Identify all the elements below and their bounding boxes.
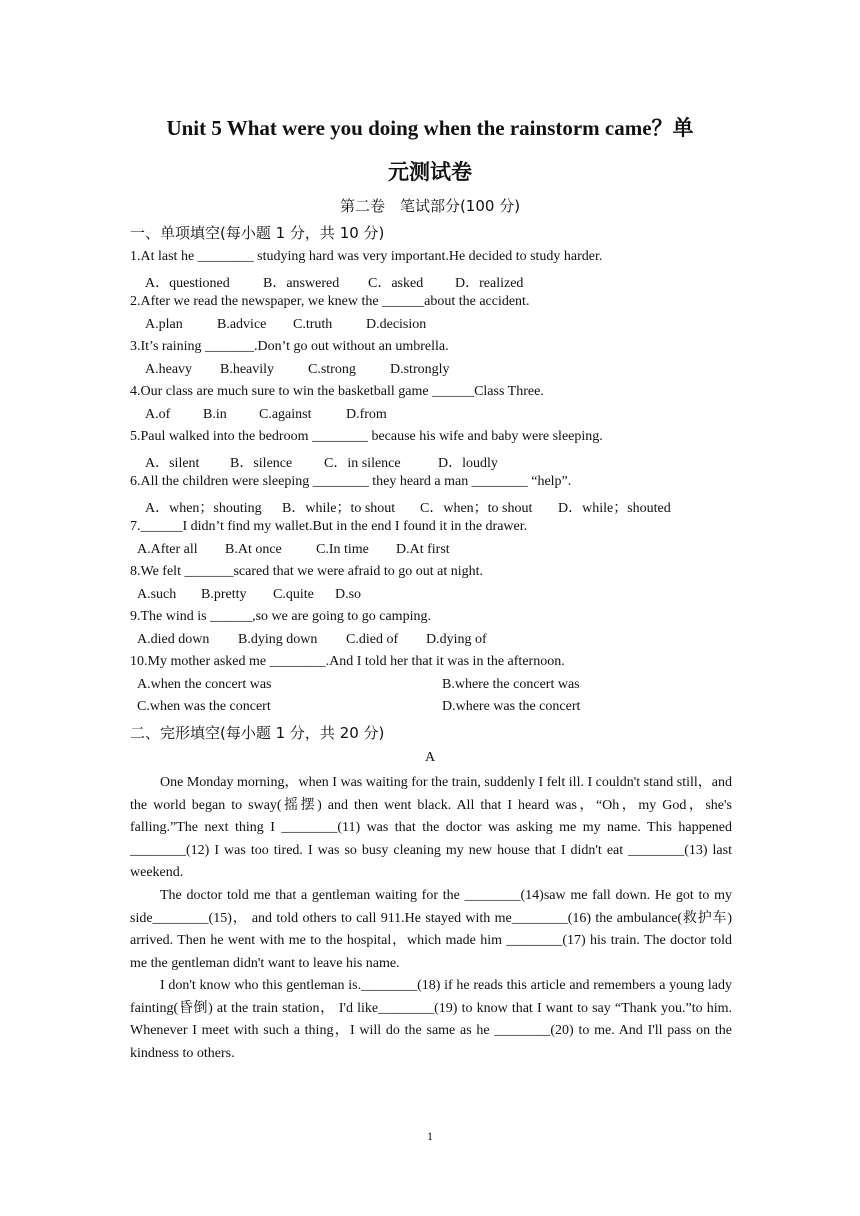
option-b: B.advice — [217, 317, 267, 332]
question-1-options — [145, 272, 523, 292]
question-10-option-d: D.where was the concert — [442, 699, 581, 714]
option-c: C.strong — [308, 362, 356, 377]
section-2-heading: 二、完形填空(每小题 1 分，共 20 分) — [130, 724, 385, 742]
option-c: C.truth — [293, 317, 333, 332]
question-4-options — [145, 407, 387, 423]
option-b: B.in — [203, 407, 227, 422]
page-title-line-2: 元测试卷 — [388, 160, 472, 184]
option-c: C.died of — [346, 632, 399, 647]
question-8-options — [137, 587, 361, 603]
question-6-options — [145, 497, 671, 517]
question-10-option-c: C.when was the concert — [137, 699, 271, 714]
cloze-paragraph-1: One Monday morning，when I was waiting for the train, suddenly I felt ill. I couldn't stand still，and the world began to sway(摇摆) and then went black. All that I heard was，“Oh，my God，she's falling.”The next thing I ________(11) was that the doctor was asking me my name. This happened ________(12) I was too tired. I was so busy cleaning my new house that I didn't eat ________(13) last weekend. — [130, 775, 732, 880]
question-4: 4.Our class are much sure to win the basketball game ______Class Three. — [130, 384, 544, 399]
page-subtitle: 第二卷 笔试部分(100 分) — [339, 197, 521, 215]
question-2: 2.After we read the newspaper, we knew the ______about the accident. — [130, 294, 530, 309]
option-c: C.In time — [316, 542, 369, 557]
option-b: B.heavily — [220, 362, 275, 377]
option-d: D.decision — [366, 317, 427, 332]
page-title-line-1: Unit 5 What were you doing when the rainstorm came？单 — [166, 116, 694, 140]
option-a: A．when；shouting — [145, 501, 262, 516]
option-c: C．in silence — [324, 456, 401, 471]
option-a: A．questioned — [145, 276, 230, 291]
question-8: 8.We felt _______scared that we were afraid to go out at night. — [130, 564, 484, 579]
option-d: D.from — [346, 407, 387, 422]
question-10-option-a: A.when the concert was — [137, 677, 272, 692]
question-10-option-b: B.where the concert was — [442, 677, 580, 692]
option-a: A.After all — [137, 542, 198, 557]
question-3: 3.It’s raining _______.Don’t go out without an umbrella. — [130, 339, 449, 354]
question-9: 9.The wind is ______,so we are going to go camping. — [130, 609, 431, 624]
page-number: 1 — [427, 1129, 433, 1143]
option-d: D.At first — [396, 542, 450, 557]
question-9-options — [137, 632, 487, 648]
option-b: B.dying down — [238, 632, 318, 647]
option-a: A.such — [137, 587, 177, 602]
question-7: 7.______I didn’t find my wallet.But in the end I found it in the drawer. — [130, 519, 528, 534]
option-c: C．asked — [368, 276, 424, 291]
option-d: D．loudly — [438, 456, 498, 471]
question-2-options — [145, 317, 426, 333]
question-7-options — [137, 542, 450, 558]
question-1: 1.At last he ________ studying hard was very important.He decided to study harder. — [130, 249, 603, 264]
section-1-heading: 一、单项填空(每小题 1 分，共 10 分) — [130, 224, 385, 242]
option-b: B.At once — [225, 542, 282, 557]
option-d: D．while；shouted — [558, 501, 671, 516]
cloze-paragraph-3: I don't know who this gentleman is.________(18) if he reads this article and remembers a young lady fainting(昏倒) at the train station， I'd like________(19) to know that I want to say “Thank you.”to him. Whenever I meet with such a thing，I will do the same as he ________(20) to me. And I'll pass on the kindness to others. — [130, 978, 732, 1061]
passage-label: A — [424, 750, 436, 765]
option-a: A．silent — [145, 456, 200, 471]
question-5: 5.Paul walked into the bedroom ________ because his wife and baby were sleeping. — [130, 429, 603, 444]
option-b: B．answered — [263, 276, 340, 291]
option-c: C．when；to shout — [420, 501, 533, 516]
option-c: C.against — [259, 407, 312, 422]
option-a: A.died down — [137, 632, 210, 647]
question-5-options — [145, 452, 498, 472]
cloze-paragraph-2: The doctor told me that a gentleman waiting for the ________(14)saw me fall down. He got to my side________(15)， and told others to call 911.He stayed with me________(16) the ambulance(救护车) arrived. Then he went with me to the hospital，which made him ________(17) his train. The doctor told me the gentleman didn't want to leave his name. — [130, 888, 732, 971]
option-b: B.pretty — [201, 587, 247, 602]
option-d: D.dying of — [426, 632, 487, 647]
option-b: B．silence — [230, 456, 293, 471]
option-b: B．while；to shout — [282, 501, 396, 516]
question-6: 6.All the children were sleeping ________ they heard a man ________ “help”. — [130, 474, 572, 489]
option-d: D.strongly — [390, 362, 450, 377]
option-d: D．realized — [455, 276, 524, 291]
option-c: C.quite — [273, 587, 314, 602]
option-a: A.of — [145, 407, 171, 422]
question-10: 10.My mother asked me ________.And I told her that it was in the afternoon. — [130, 654, 565, 669]
question-3-options — [145, 362, 450, 378]
option-a: A.heavy — [145, 362, 193, 377]
option-a: A.plan — [145, 317, 183, 332]
option-d: D.so — [335, 587, 362, 602]
